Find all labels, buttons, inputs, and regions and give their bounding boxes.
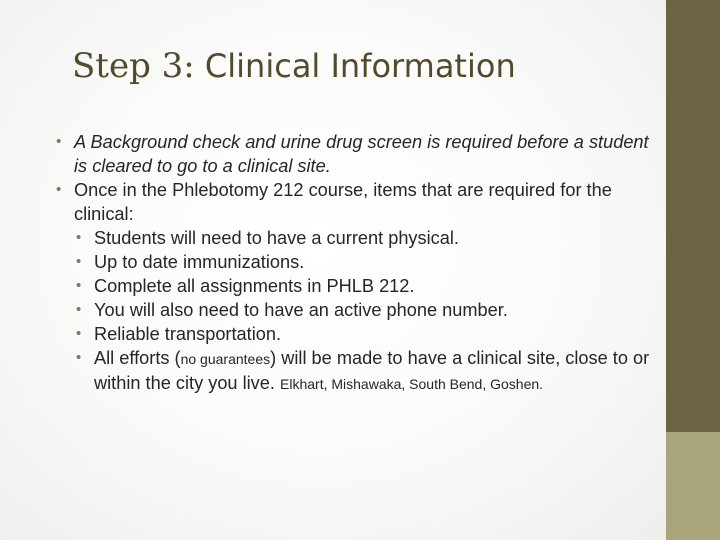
bullet-item [54,130,654,178]
title-rest: Clinical Information [204,47,516,85]
slide-content [54,130,654,396]
sub-bullet-item [74,226,654,250]
last-bullet-small2: Elkhart, Mishawaka, South Bend, Goshen. [280,376,544,392]
title-step: Step 3: [72,46,195,86]
bullet-item [54,178,654,396]
sidebar-accent-light [666,432,720,540]
sub-bullet-list [74,226,654,396]
last-bullet-small1: no guarantees [180,351,271,367]
sub-bullet-text: Complete all assignments in PHLB 212. [94,276,415,296]
sub-bullet-text: Up to date immunizations. [94,252,305,272]
sub-bullet-item [74,346,654,396]
last-bullet-part2: ) will be made to have a clinical site, close to or within the city you live. [94,348,650,393]
sub-bullet-text: Students will need to have a current physical. [94,228,459,248]
sub-bullet-item [74,274,654,298]
sub-bullet-item [74,250,654,274]
sub-bullet-item [74,298,654,322]
sub-bullet-text: Reliable transportation. [94,324,282,344]
sub-bullet-text: You will also need to have an active phone number. [94,300,508,320]
last-bullet-part1: All efforts ( [94,348,181,368]
sidebar-accent-dark [666,0,720,432]
bullet-list [54,130,654,396]
slide-title [72,46,516,86]
sub-bullet-item [74,322,654,346]
bullet-text: Once in the Phlebotomy 212 course, items that are required for the clinical: [74,180,612,224]
bullet-text: A Background check and urine drug screen is required before a student is cleared to go to a clinical site. [74,132,649,176]
